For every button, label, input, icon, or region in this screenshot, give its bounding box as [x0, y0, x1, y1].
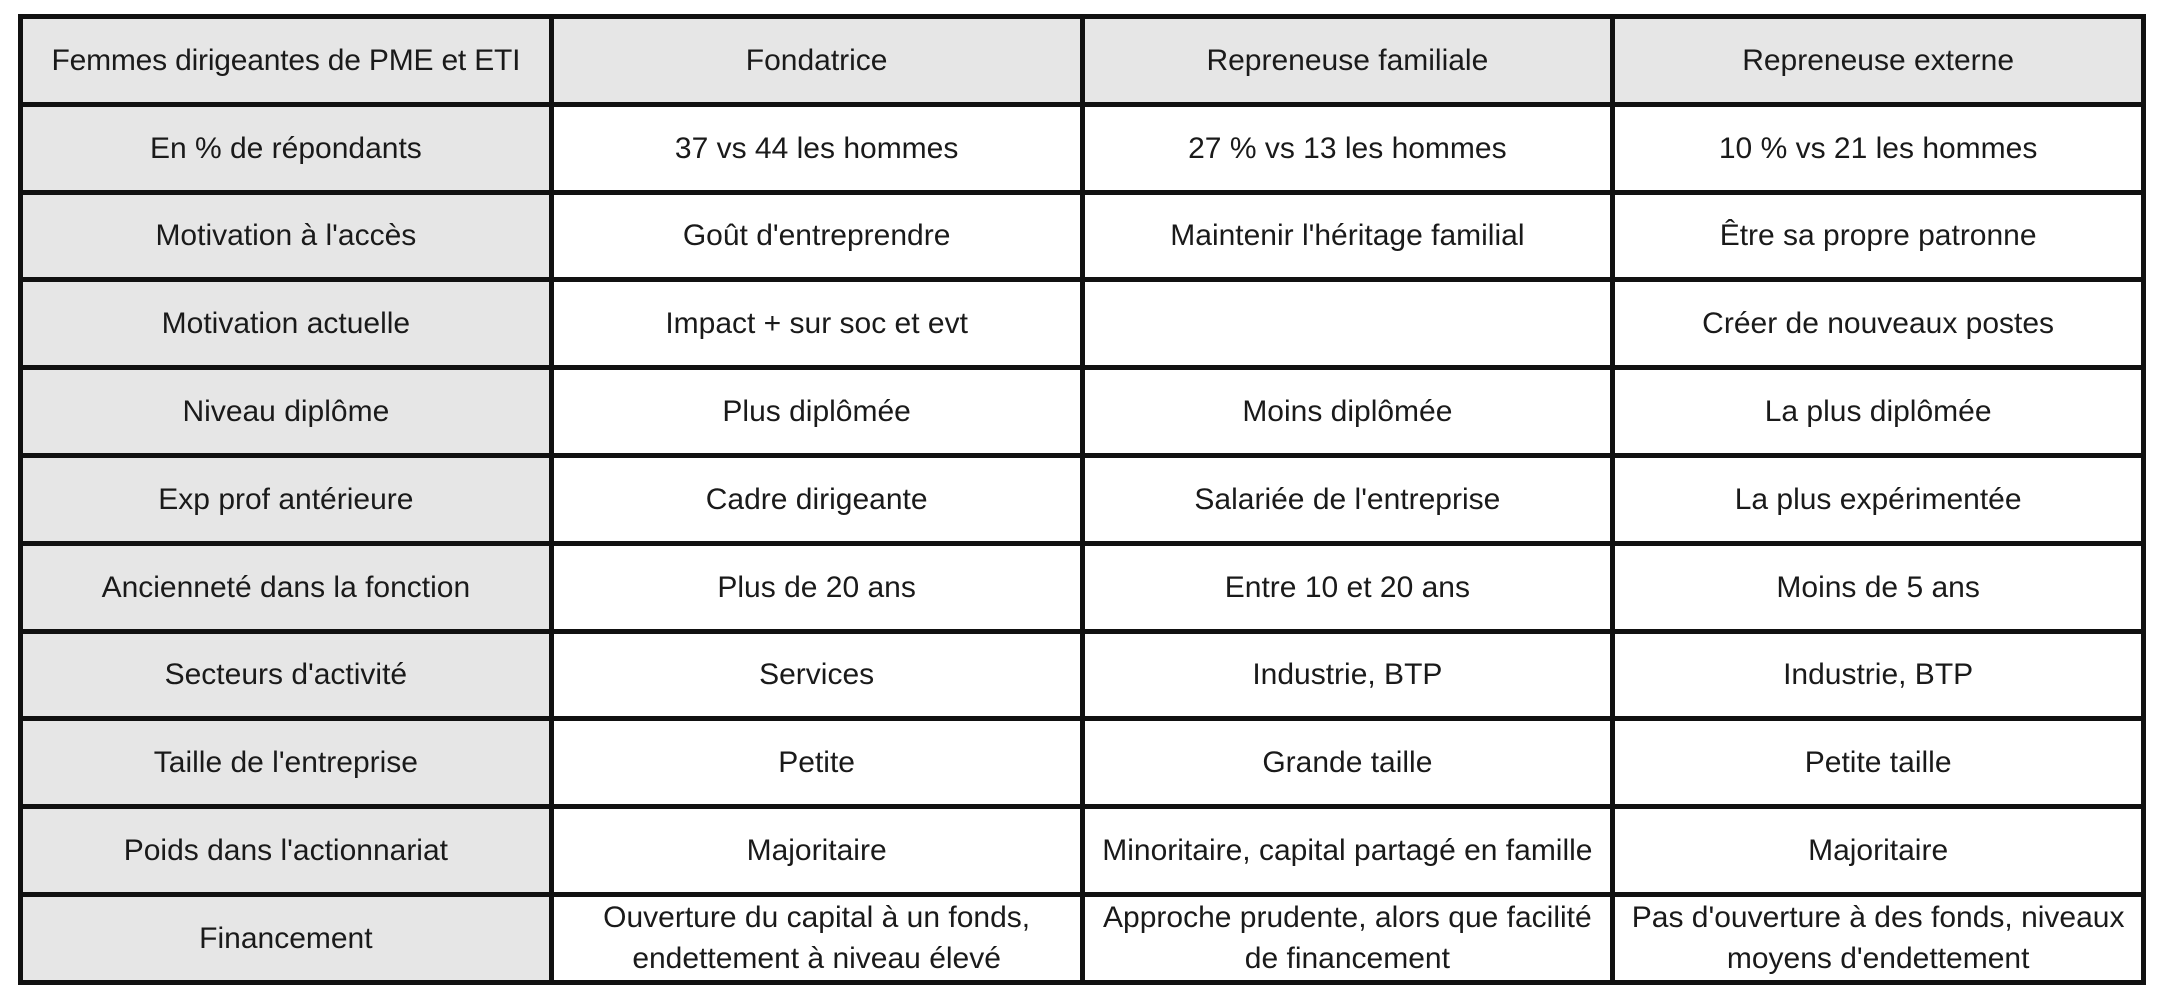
table-row	[21, 192, 2144, 280]
table-cell: Industrie, BTP	[1613, 631, 2144, 719]
table-cell: La plus diplômée	[1613, 368, 2144, 456]
comparison-table-container	[18, 14, 2146, 980]
table-row	[21, 807, 2144, 895]
row-label: Niveau diplôme	[21, 368, 552, 456]
table-row	[21, 719, 2144, 807]
table-cell-empty	[1082, 280, 1613, 368]
table-row	[21, 631, 2144, 719]
table-cell: Impact + sur soc et evt	[551, 280, 1082, 368]
row-label: En % de répondants	[21, 104, 552, 192]
table-row	[21, 280, 2144, 368]
comparison-table	[18, 14, 2146, 985]
table-cell: Plus de 20 ans	[551, 543, 1082, 631]
header-cell-category: Femmes dirigeantes de PME et ETI	[21, 17, 552, 105]
table-cell	[1082, 894, 1613, 982]
row-label: Taille de l'entreprise	[21, 719, 552, 807]
cell-line: Ouverture du capital à un fonds,	[603, 901, 1031, 935]
table-cell: Entre 10 et 20 ans	[1082, 543, 1613, 631]
row-label: Ancienneté dans la fonction	[21, 543, 552, 631]
table-cell: Maintenir l'héritage familial	[1082, 192, 1613, 280]
table-cell: Industrie, BTP	[1082, 631, 1613, 719]
table-cell: Salariée de l'entreprise	[1082, 455, 1613, 543]
cell-line: Approche prudente, alors que facilité	[1103, 901, 1592, 935]
header-cell-repreneuse-externe: Repreneuse externe	[1613, 17, 2144, 105]
cell-line: endettement à niveau élevé	[632, 942, 1001, 976]
cell-line: de financement	[1244, 942, 1450, 976]
table-cell: 10 % vs 21 les hommes	[1613, 104, 2144, 192]
row-label: Secteurs d'activité	[21, 631, 552, 719]
table-cell: Majoritaire	[551, 807, 1082, 895]
row-label: Motivation actuelle	[21, 280, 552, 368]
row-label: Financement	[21, 894, 552, 982]
table-cell: Services	[551, 631, 1082, 719]
row-label: Poids dans l'actionnariat	[21, 807, 552, 895]
table-cell: Petite	[551, 719, 1082, 807]
table-cell: Goût d'entreprendre	[551, 192, 1082, 280]
row-label: Motivation à l'accès	[21, 192, 552, 280]
table-row	[21, 455, 2144, 543]
table-row	[21, 104, 2144, 192]
row-label: Exp prof antérieure	[21, 455, 552, 543]
table-row	[21, 543, 2144, 631]
table-cell: Petite taille	[1613, 719, 2144, 807]
table-cell: Être sa propre patronne	[1613, 192, 2144, 280]
cell-line: moyens d'endettement	[1726, 942, 2030, 976]
table-cell: La plus expérimentée	[1613, 455, 2144, 543]
table-header-row	[21, 17, 2144, 105]
table-cell: Moins diplômée	[1082, 368, 1613, 456]
header-cell-repreneuse-familiale: Repreneuse familiale	[1082, 17, 1613, 105]
table-cell	[1613, 894, 2144, 982]
header-cell-fondatrice: Fondatrice	[551, 17, 1082, 105]
table-cell: Cadre dirigeante	[551, 455, 1082, 543]
table-cell: 27 % vs 13 les hommes	[1082, 104, 1613, 192]
table-cell: Créer de nouveaux postes	[1613, 280, 2144, 368]
table-cell: Plus diplômée	[551, 368, 1082, 456]
table-cell: 37 vs 44 les hommes	[551, 104, 1082, 192]
table-cell: Majoritaire	[1613, 807, 2144, 895]
table-row	[21, 894, 2144, 982]
table-cell	[551, 894, 1082, 982]
table-row	[21, 368, 2144, 456]
cell-line: Pas d'ouverture à des fonds, niveaux	[1631, 901, 2125, 935]
table-cell: Minoritaire, capital partagé en famille	[1082, 807, 1613, 895]
table-cell: Grande taille	[1082, 719, 1613, 807]
table-cell: Moins de 5 ans	[1613, 543, 2144, 631]
